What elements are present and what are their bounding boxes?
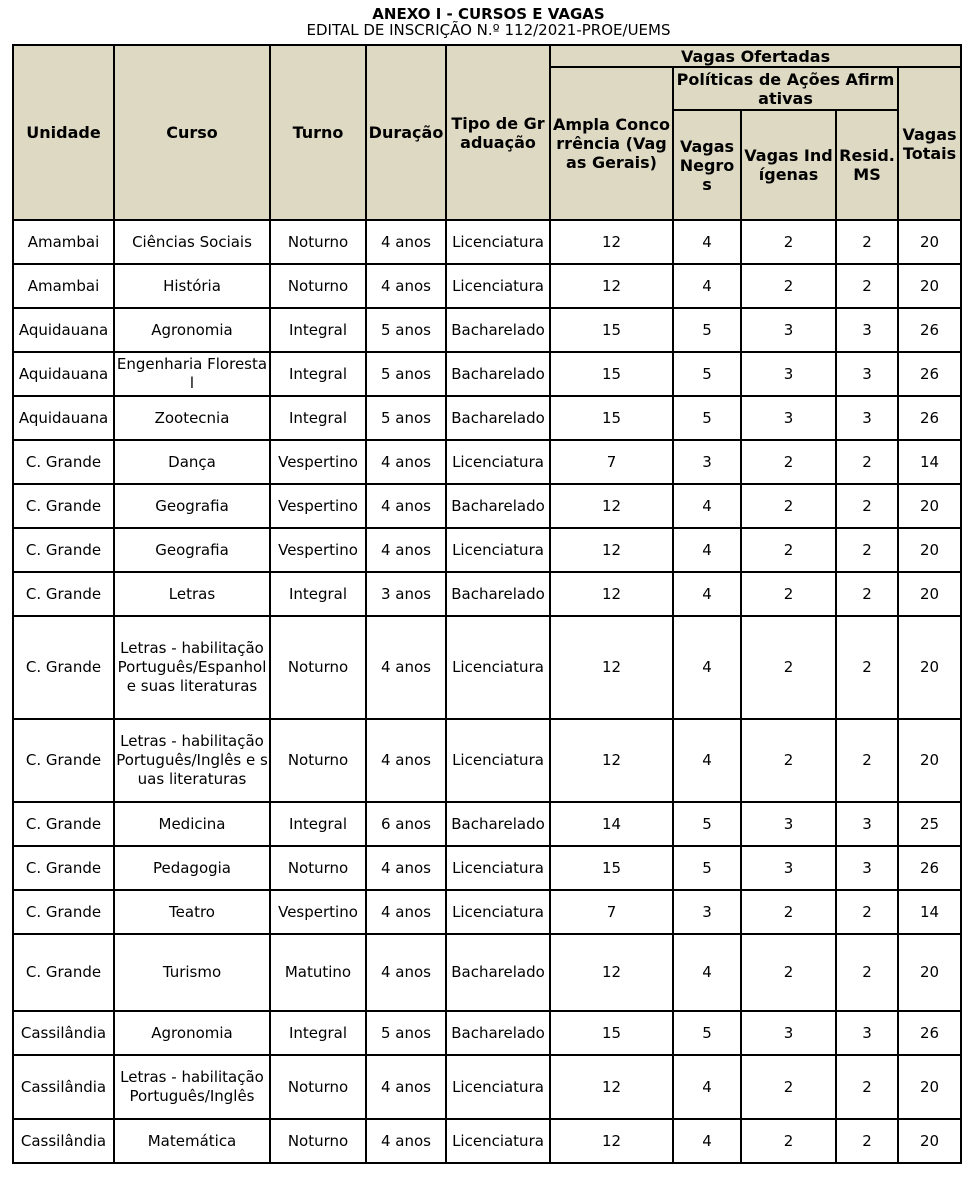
- header-negros: Vagas Negros: [673, 110, 741, 220]
- cell-totais: 20: [898, 1119, 961, 1163]
- cell-unidade: Amambai: [13, 264, 114, 308]
- cell-tipo: Bacharelado: [446, 572, 550, 616]
- header-indigenas: Vagas Indígenas: [741, 110, 836, 220]
- table-row: [13, 719, 961, 802]
- table-row: [13, 352, 961, 396]
- cell-ampla: 15: [550, 308, 673, 352]
- cell-unidade: C. Grande: [13, 440, 114, 484]
- cell-negros: 4: [673, 719, 741, 802]
- cell-ampla: 14: [550, 802, 673, 846]
- header-politicas: Políticas de Ações Afirmativas: [673, 67, 898, 110]
- cell-curso: Agronomia: [114, 308, 270, 352]
- cell-resid: 3: [836, 802, 898, 846]
- cell-curso: Pedagogia: [114, 846, 270, 890]
- cell-turno: Integral: [270, 308, 366, 352]
- table-row: [13, 846, 961, 890]
- cell-resid: 2: [836, 440, 898, 484]
- header-totais: Vagas Totais: [898, 67, 961, 220]
- cell-unidade: C. Grande: [13, 484, 114, 528]
- cell-duracao: 4 anos: [366, 616, 446, 719]
- cell-ampla: 15: [550, 352, 673, 396]
- document-subtitle: EDITAL DE INSCRIÇÃO N.º 112/2021-PROE/UEMS: [306, 21, 671, 39]
- cell-totais: 25: [898, 802, 961, 846]
- cell-unidade: C. Grande: [13, 719, 114, 802]
- cell-curso: Teatro: [114, 890, 270, 934]
- cell-resid: 2: [836, 719, 898, 802]
- cell-turno: Noturno: [270, 1055, 366, 1119]
- cell-turno: Vespertino: [270, 528, 366, 572]
- cell-curso: Turismo: [114, 934, 270, 1011]
- cell-turno: Noturno: [270, 1119, 366, 1163]
- cell-totais: 26: [898, 1011, 961, 1055]
- cell-tipo: Licenciatura: [446, 719, 550, 802]
- cell-turno: Noturno: [270, 719, 366, 802]
- cell-indigenas: 2: [741, 484, 836, 528]
- cell-curso: Agronomia: [114, 1011, 270, 1055]
- cell-ampla: 12: [550, 1055, 673, 1119]
- cell-duracao: 4 anos: [366, 528, 446, 572]
- cell-ampla: 15: [550, 396, 673, 440]
- cell-unidade: Cassilândia: [13, 1011, 114, 1055]
- cell-tipo: Bacharelado: [446, 934, 550, 1011]
- cell-ampla: 12: [550, 220, 673, 264]
- table-row: [13, 396, 961, 440]
- cell-turno: Noturno: [270, 220, 366, 264]
- cell-duracao: 5 anos: [366, 308, 446, 352]
- cell-indigenas: 2: [741, 719, 836, 802]
- cell-totais: 20: [898, 572, 961, 616]
- cell-ampla: 12: [550, 528, 673, 572]
- cell-turno: Noturno: [270, 616, 366, 719]
- cell-negros: 4: [673, 934, 741, 1011]
- cell-unidade: Aquidauana: [13, 308, 114, 352]
- cell-totais: 26: [898, 352, 961, 396]
- cell-negros: 4: [673, 1055, 741, 1119]
- cell-totais: 20: [898, 616, 961, 719]
- cell-tipo: Licenciatura: [446, 220, 550, 264]
- cell-duracao: 4 anos: [366, 1055, 446, 1119]
- header-ampla: Ampla Concorrência (Vagas Gerais): [550, 67, 673, 220]
- cell-indigenas: 2: [741, 1055, 836, 1119]
- table-row: [13, 308, 961, 352]
- header-curso: Curso: [114, 45, 270, 220]
- cell-resid: 3: [836, 1011, 898, 1055]
- cell-unidade: C. Grande: [13, 890, 114, 934]
- table-row: [13, 934, 961, 1011]
- cell-indigenas: 2: [741, 528, 836, 572]
- cell-resid: 2: [836, 484, 898, 528]
- cell-unidade: Amambai: [13, 220, 114, 264]
- cell-indigenas: 2: [741, 264, 836, 308]
- cell-ampla: 15: [550, 846, 673, 890]
- cell-negros: 5: [673, 308, 741, 352]
- header-turno: Turno: [270, 45, 366, 220]
- cell-totais: 20: [898, 220, 961, 264]
- cell-indigenas: 2: [741, 1119, 836, 1163]
- cell-indigenas: 3: [741, 846, 836, 890]
- cell-unidade: C. Grande: [13, 572, 114, 616]
- cell-tipo: Licenciatura: [446, 440, 550, 484]
- cell-indigenas: 3: [741, 396, 836, 440]
- cell-resid: 2: [836, 1119, 898, 1163]
- cell-duracao: 4 anos: [366, 846, 446, 890]
- cell-duracao: 4 anos: [366, 719, 446, 802]
- cell-unidade: C. Grande: [13, 846, 114, 890]
- cell-turno: Integral: [270, 572, 366, 616]
- cell-duracao: 4 anos: [366, 934, 446, 1011]
- cell-tipo: Licenciatura: [446, 846, 550, 890]
- cell-negros: 5: [673, 1011, 741, 1055]
- cell-indigenas: 2: [741, 616, 836, 719]
- cell-duracao: 3 anos: [366, 572, 446, 616]
- cell-negros: 5: [673, 396, 741, 440]
- table-row: [13, 440, 961, 484]
- cell-duracao: 5 anos: [366, 352, 446, 396]
- cell-indigenas: 2: [741, 934, 836, 1011]
- cell-resid: 2: [836, 934, 898, 1011]
- cell-curso: Dança: [114, 440, 270, 484]
- cell-totais: 14: [898, 890, 961, 934]
- cell-negros: 4: [673, 616, 741, 719]
- cell-ampla: 15: [550, 1011, 673, 1055]
- cell-turno: Vespertino: [270, 890, 366, 934]
- table-row: [13, 890, 961, 934]
- cell-totais: 20: [898, 719, 961, 802]
- cell-indigenas: 3: [741, 802, 836, 846]
- cell-tipo: Licenciatura: [446, 890, 550, 934]
- cell-tipo: Licenciatura: [446, 1119, 550, 1163]
- cell-curso: Engenharia Florestal: [114, 352, 270, 396]
- cell-curso: Matemática: [114, 1119, 270, 1163]
- header-tipo: Tipo de Graduação: [446, 45, 550, 220]
- header-vagas-ofertadas: Vagas Ofertadas: [550, 45, 961, 67]
- cell-ampla: 12: [550, 572, 673, 616]
- table-row: [13, 1011, 961, 1055]
- cell-duracao: 4 anos: [366, 220, 446, 264]
- table-row: [13, 528, 961, 572]
- cell-duracao: 4 anos: [366, 440, 446, 484]
- document-title: ANEXO I - CURSOS E VAGAS: [372, 5, 605, 23]
- cell-unidade: C. Grande: [13, 616, 114, 719]
- cell-totais: 20: [898, 934, 961, 1011]
- table-row: [13, 484, 961, 528]
- cell-indigenas: 2: [741, 572, 836, 616]
- cell-unidade: C. Grande: [13, 802, 114, 846]
- cell-curso: Ciências Sociais: [114, 220, 270, 264]
- cell-duracao: 4 anos: [366, 484, 446, 528]
- cell-totais: 26: [898, 308, 961, 352]
- table-row: [13, 616, 961, 719]
- cell-negros: 4: [673, 484, 741, 528]
- cell-ampla: 12: [550, 484, 673, 528]
- cell-resid: 2: [836, 528, 898, 572]
- cell-ampla: 12: [550, 264, 673, 308]
- table-row: [13, 572, 961, 616]
- cell-indigenas: 2: [741, 440, 836, 484]
- cell-tipo: Bacharelado: [446, 1011, 550, 1055]
- header-unidade: Unidade: [13, 45, 114, 220]
- cell-negros: 4: [673, 528, 741, 572]
- cell-turno: Noturno: [270, 264, 366, 308]
- cell-resid: 2: [836, 616, 898, 719]
- cell-negros: 4: [673, 572, 741, 616]
- cell-indigenas: 3: [741, 308, 836, 352]
- cell-ampla: 7: [550, 440, 673, 484]
- cell-ampla: 12: [550, 616, 673, 719]
- cell-unidade: Cassilândia: [13, 1055, 114, 1119]
- cell-duracao: 6 anos: [366, 802, 446, 846]
- cell-resid: 2: [836, 264, 898, 308]
- cell-ampla: 12: [550, 719, 673, 802]
- cell-curso: Letras - habilitação Português/Espanhol e suas literaturas: [114, 616, 270, 719]
- cell-indigenas: 2: [741, 220, 836, 264]
- cell-tipo: Bacharelado: [446, 484, 550, 528]
- header-resid: Resid. MS: [836, 110, 898, 220]
- cell-indigenas: 3: [741, 352, 836, 396]
- cell-totais: 20: [898, 528, 961, 572]
- cell-turno: Integral: [270, 396, 366, 440]
- cell-ampla: 7: [550, 890, 673, 934]
- cell-turno: Vespertino: [270, 440, 366, 484]
- cell-turno: Integral: [270, 802, 366, 846]
- cell-curso: Letras - habilitação Português/Inglês: [114, 1055, 270, 1119]
- cell-curso: Letras: [114, 572, 270, 616]
- cell-curso: Zootecnia: [114, 396, 270, 440]
- cell-turno: Noturno: [270, 846, 366, 890]
- cell-tipo: Bacharelado: [446, 802, 550, 846]
- cell-duracao: 5 anos: [366, 1011, 446, 1055]
- cell-resid: 3: [836, 846, 898, 890]
- cell-negros: 5: [673, 352, 741, 396]
- cell-ampla: 12: [550, 934, 673, 1011]
- cell-negros: 5: [673, 802, 741, 846]
- cell-negros: 3: [673, 440, 741, 484]
- table-row: [13, 220, 961, 264]
- cell-totais: 20: [898, 484, 961, 528]
- cell-resid: 2: [836, 220, 898, 264]
- cell-curso: Letras - habilitação Português/Inglês e suas literaturas: [114, 719, 270, 802]
- cell-turno: Integral: [270, 1011, 366, 1055]
- cell-negros: 4: [673, 220, 741, 264]
- cell-totais: 20: [898, 264, 961, 308]
- cell-resid: 3: [836, 308, 898, 352]
- cell-negros: 4: [673, 264, 741, 308]
- cell-curso: Geografia: [114, 484, 270, 528]
- table-row: [13, 264, 961, 308]
- cell-tipo: Licenciatura: [446, 616, 550, 719]
- cell-curso: Geografia: [114, 528, 270, 572]
- cell-duracao: 4 anos: [366, 264, 446, 308]
- cell-resid: 2: [836, 572, 898, 616]
- cell-negros: 3: [673, 890, 741, 934]
- table-row: [13, 1119, 961, 1163]
- header-duracao: Duração: [366, 45, 446, 220]
- cell-tipo: Bacharelado: [446, 352, 550, 396]
- cell-tipo: Bacharelado: [446, 308, 550, 352]
- cell-resid: 2: [836, 1055, 898, 1119]
- cell-negros: 5: [673, 846, 741, 890]
- cell-totais: 26: [898, 396, 961, 440]
- cell-negros: 4: [673, 1119, 741, 1163]
- cell-totais: 26: [898, 846, 961, 890]
- table-row: [13, 802, 961, 846]
- cell-turno: Matutino: [270, 934, 366, 1011]
- cell-duracao: 4 anos: [366, 890, 446, 934]
- cell-unidade: Aquidauana: [13, 396, 114, 440]
- cell-curso: História: [114, 264, 270, 308]
- cell-unidade: Aquidauana: [13, 352, 114, 396]
- cell-totais: 14: [898, 440, 961, 484]
- cell-curso: Medicina: [114, 802, 270, 846]
- cell-tipo: Licenciatura: [446, 1055, 550, 1119]
- cell-indigenas: 2: [741, 890, 836, 934]
- cell-resid: 2: [836, 890, 898, 934]
- cell-resid: 3: [836, 352, 898, 396]
- cell-unidade: C. Grande: [13, 528, 114, 572]
- cell-duracao: 4 anos: [366, 1119, 446, 1163]
- cell-duracao: 5 anos: [366, 396, 446, 440]
- cell-unidade: C. Grande: [13, 934, 114, 1011]
- cell-turno: Integral: [270, 352, 366, 396]
- cell-totais: 20: [898, 1055, 961, 1119]
- table-row: [13, 1055, 961, 1119]
- cell-tipo: Licenciatura: [446, 528, 550, 572]
- cell-tipo: Licenciatura: [446, 264, 550, 308]
- courses-table: [12, 44, 962, 1164]
- cell-ampla: 12: [550, 1119, 673, 1163]
- cell-turno: Vespertino: [270, 484, 366, 528]
- cell-indigenas: 3: [741, 1011, 836, 1055]
- cell-unidade: Cassilândia: [13, 1119, 114, 1163]
- cell-tipo: Bacharelado: [446, 396, 550, 440]
- cell-resid: 3: [836, 396, 898, 440]
